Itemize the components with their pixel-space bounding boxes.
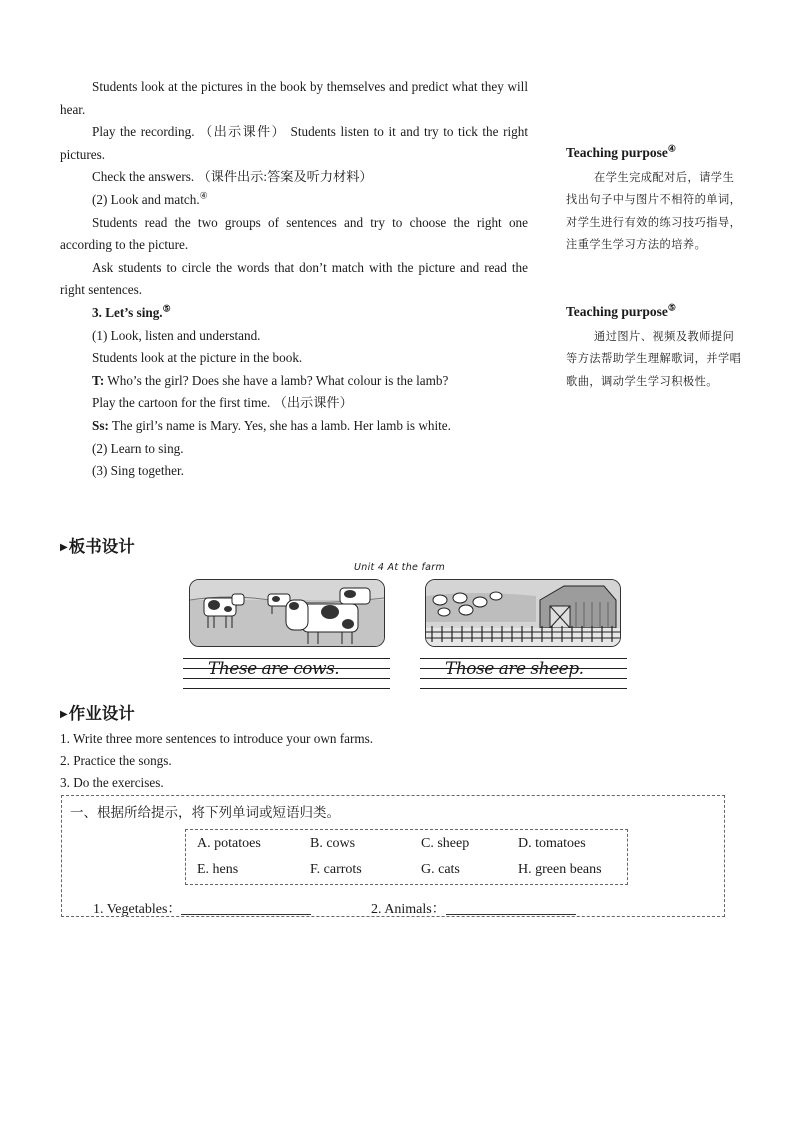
homework-list	[60, 728, 373, 795]
option-item: G. cats	[421, 862, 460, 877]
teaching-purpose-title: Teaching purpose	[566, 145, 668, 160]
paragraph: Students look at the picture in the book.	[92, 350, 303, 366]
paragraph: Students read the two groups of sentences and try to choose the right one according to the picture.	[60, 214, 528, 253]
board-sentence-right: Those are sheep.	[445, 659, 584, 679]
teaching-purpose-text: 通过图片、视频及教师提问等方法帮助学生理解歌词，并学唱歌曲，调动学生学习积极性。	[566, 330, 742, 388]
option-item: F. carrots	[310, 862, 362, 877]
option-item: B. cows	[310, 836, 356, 851]
option-item: E. hens	[197, 862, 239, 877]
footnote-marker: ⑤	[667, 302, 676, 313]
board-sentence-left: These are cows.	[208, 659, 340, 679]
footnote-marker: ④	[667, 143, 676, 154]
homework-item: 3. Do the exercises.	[60, 775, 164, 791]
exercise-box	[61, 795, 725, 917]
paragraph: Check the answers. （课件出示:答案及听力材料）	[92, 169, 373, 185]
answer-blank[interactable]	[181, 900, 311, 915]
paragraph: (1) Look, listen and understand.	[92, 327, 261, 343]
cows-picture	[189, 579, 385, 647]
teaching-purpose-title: Teaching purpose	[566, 304, 668, 319]
paragraph: Play the recording. （出示课件） Students listen to it and try to tick the right pictures.	[60, 124, 528, 162]
question-animals: 2. Animals：	[371, 898, 576, 918]
dialogue-students: Ss: The girl’s name is Mary. Yes, she has a lamb. Her lamb is white.	[92, 417, 451, 433]
sheep-picture	[425, 579, 621, 647]
teaching-purpose-5	[566, 304, 742, 393]
homework-design-heading: ▶作业设计	[60, 704, 135, 723]
board-design-heading: ▶板书设计	[60, 537, 135, 556]
teaching-purpose-4	[566, 145, 742, 257]
paragraph: Play the cartoon for the first time. （出示课件）	[92, 395, 353, 411]
question-vegetables: 1. Vegetables：	[93, 898, 311, 918]
option-item: C. sheep	[421, 836, 470, 851]
teaching-purpose-text: 在学生完成配对后，请学生找出句子中与图片不相符的单词，对学生进行有效的练习技巧指导，注重学生学习方法的培养。	[566, 171, 742, 252]
footnote-marker: ④	[199, 190, 208, 201]
homework-item: 2. Practice the songs.	[60, 753, 172, 769]
option-item: A. potatoes	[197, 836, 261, 851]
option-item: D. tomatoes	[518, 836, 586, 851]
footnote-marker: ⑤	[162, 303, 171, 314]
paragraph: Students look at the pictures in the book by themselves and predict what they will hear.	[60, 79, 528, 117]
dialogue-teacher: T: Who’s the girl? Does she have a lamb? What colour is the lamb?	[92, 372, 449, 388]
exercise-title: 一、根据所给提示，将下列单词或短语归类。	[70, 805, 340, 821]
sheep-illustration	[426, 580, 620, 646]
answer-blank[interactable]	[446, 900, 576, 915]
subheading-lets-sing: 3. Let’s sing.⑤	[92, 303, 171, 320]
paragraph: Ask students to circle the words that don’t match with the picture and read the right sentences.	[60, 259, 528, 298]
cows-illustration	[190, 580, 384, 646]
word-options-box	[185, 829, 628, 885]
homework-item: 1. Write three more sentences to introduce your own farms.	[60, 731, 374, 746]
lesson-body	[60, 76, 528, 483]
paragraph: (2) Learn to sing.	[92, 440, 184, 456]
triangle-bullet-icon: ▶	[60, 542, 68, 553]
paragraph: (3) Sing together.	[92, 463, 184, 479]
option-item: H. green beans	[518, 862, 602, 877]
triangle-bullet-icon: ▶	[60, 709, 68, 720]
subheading-look-and-match: (2) Look and match.④	[92, 190, 208, 207]
board-title: Unit 4 At the farm	[354, 562, 446, 573]
